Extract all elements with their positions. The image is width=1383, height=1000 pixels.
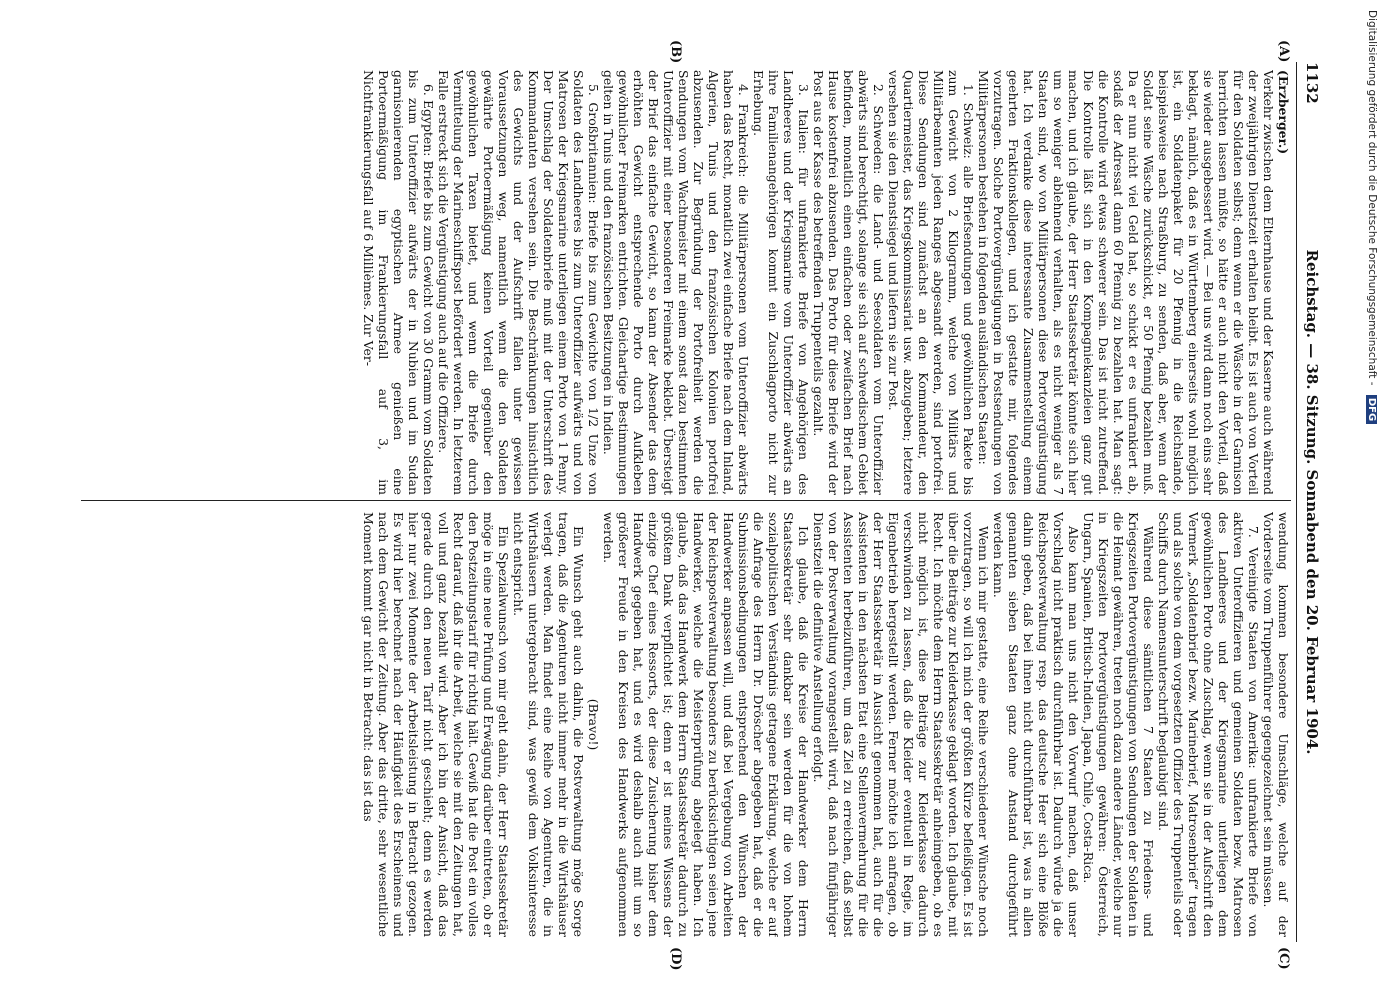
- margin-mark-a: (A): [1276, 40, 1291, 63]
- paragraph: 5. Großbritannien: Briefe bis zum Gewichte von 1/2 Unze von Soldaten des Landheeres bis zum Unteroffizier aufwärts und von Matrosen der Kriegsmarine unterliegen einem Porto von 1 Penny. Der Umschlag der Soldatenbriefe muß mit der Unterschrift des Kommandanten versehen sein. Die Beschränkungen hinsichtlich des Gewichts und der Aufschrift fallen unter gewissen Voraussetzungen weg, namentlich wenn die den Soldaten gewährte Portoermäßigung keinen Vorteil gegenüber den gewöhnlichen Taxen bietet, und wenn die Briefe durch Vermittelung der Marineschiffspost befördert werden. In letzterem Falle erstreckt sich die Vergünstigung auch auf die Offiziere.: [436, 70, 601, 495]
- text-column-left: [81, 70, 1291, 495]
- dfg-logo: DFG: [1366, 395, 1377, 424]
- paragraph: wendung kommen besondere Umschläge, welche auf der Vorderseite vom Truppenführer gegengezeichnet sein müssen.: [1261, 512, 1291, 937]
- paragraph: Verkehr zwischen dem Elternhause und der Kaserne auch während der zweijährigen Dienstzeit erhalten bleibt. Es ist auch von Vorteil für den Soldaten selbst; denn wenn er die Wäsche in der Garnison herrichten lassen müßte, so hätte er auch nicht den Vorteil, daß sie wieder ausgebessert wird. — Bei uns wird dann noch eins sehr beklagt, nämlich, daß es in Württemberg einerseits wohl möglich ist, ein Soldatenpaket für 20 Pfennig in die Reichslande, beispielsweise nach Straßburg, zu senden, daß aber, wenn der Soldat seine Wäsche zurückschickt, er 50 Pfennig bezahlen muß. Da er nun nicht viel Geld hat, so schickt er es unfrankiert ab, sodaß der Adressat dann 60 Pfennig zu bezahlen hat. Man sagt: die Kontrolle wird etwas schwerer sein. Das ist nicht zutreffend. Die Kontrolle läßt sich in den Kompagniekanzleien ganz gut machen, und ich glaube, der Herr Staatssekretär könnte sich hier um so weniger ablehnend verhalten, als es nicht weniger als 7 Staaten sind, wo von Militärpersonen diese Portovergünstigung hat. Ich verdanke diese interessante Zusammenstellung einem geehrten Fraktionskollegen, und ich gestatte mir, folgendes vorzutragen. Solche Portovergünstigungen in Postsendungen von Militärpersonen bestehen in folgenden ausländischen Staaten:: [976, 70, 1276, 495]
- interjection: (Bravo!): [586, 698, 601, 751]
- paragraph: Wenn ich mir gestatte, eine Reihe verschiedener Wünsche noch vorzutragen, so will ich mich der größten Kürze befleißigen. Es ist über die Beiträge zur Kleiderkasse geklagt worden. Ich glaube, mit Recht. Ich möchte dem Herrn Staatssekretär anheimgeben, ob es nicht möglich ist, diese Beiträge zur Kleiderkasse dadurch verschwinden zu lassen, daß die Kleider eventuell in Regie, im Eigenbetrieb hergestellt werden. Ferner möchte ich anfragen, ob der Herr Staatssekretär in Aussicht genommen hat, auch für die Assistenten in den nächsten Etat eine Stellenvermehrung für die Assistenten herbeizuführen, um das Ziel zu erreichen, daß selbst von der Postverwaltung vorangestellt wird, daß nach fünfjähriger Dienstzeit die definitive Anstellung erfolgt.: [811, 512, 991, 937]
- column-divider: [81, 500, 1291, 501]
- page-number: 1132: [1303, 62, 1321, 104]
- margin-mark-c: (C): [1276, 947, 1291, 970]
- page-title: Reichstag. — 38. Sitzung. Sonnabend den 20. Februar 1904.: [1303, 249, 1321, 755]
- running-head: [1299, 62, 1321, 942]
- margin-mark-d: (D): [668, 947, 683, 971]
- text-column-right: [81, 512, 1291, 937]
- paragraph: Also kann man uns nicht den Vorwurf machen, daß unser Vorschlag nicht praktisch durchführbar ist. Dadurch würde ja die Reichspostverwaltung resp. das deutsche Heer sich eine Blöße dahin geben, daß bei ihnen nicht durchführbar ist, was in allen genannten sieben Staaten ganz ohne Anstand durchgeführt werden kann.: [991, 512, 1081, 937]
- paragraph: Ich glaube, daß die Kreise der Handwerker dem Herrn Staatssekretär sehr dankbar sein werden für die von hohem sozialpolitischen Verständnis getragene Erklärung, welche er auf die Anfrage des Herrn Dr. Dröscher abgegeben hat, daß er die Submissionsbedingungen entsprechend den Wünschen der Handwerker anpassen will, und daß bei Vergebung von Arbeiten der Reichspostverwaltung besonders zu berücksichtigen seien jene Handwerker, welche die Meisterprüfung abgelegt haben. Ich glaube, daß das Handwerk dem Herrn Staatssekretär dadurch zu größtem Dank verpflichtet ist; denn er ist meines Wissens der einzige Chef eines Ressorts, der diese Zusicherung bisher dem Handwerk gegeben hat, und es wird deshalb auch mit um so größerer Freude in den Kreisen des Handwerks aufgenommen werden.: [601, 512, 811, 937]
- paragraph: 1. Schweiz: alle Briefsendungen und gewöhnlichen Pakete bis zum Gewicht von 2 Kilogramm, welche von Militärs und Militärbeamten jeden Ranges abgesandt werden, sind portofrei. Diese Sendungen sind zunächst an den Kommandeur, den Quartiermeister, das Kriegskommissariat usw. abzugeben; letztere versehen sie den Dienstsiegel und liefern sie zur Post.: [886, 70, 976, 495]
- paragraph: 7. Vereinigte Staaten von Amerika: unfrankierte Briefe von aktiven Unteroffizieren und gemeinen Soldaten bezw. Matrosen des Landheeres und der Kriegsmarine unterliegen dem gewöhnlichen Porto ohne Zuschlag, wenn sie in der Aufschrift den Vermerk „Soldatenbrief bezw. Marinebrief, Matrosenbrief“ tragen und als solche von dem vorgesetzten Offizier des Truppenteils oder Schiffs durch Namensunterschrift beglaubigt sind.: [1156, 512, 1261, 937]
- digitization-credit: [1358, 10, 1378, 990]
- paragraph: 2. Schweden: die Land- und Seesoldaten vom Unteroffizier abwärts sind berechtigt, solange sie sich auf schwedischem Gebiet befinden, monatlich einen einfachen oder zweifachen Brief nach Hause kostenfrei abzusenden. Das Porto für diese Briefe wird der Post aus der Kasse des betreffenden Truppenteils gezahlt.: [811, 70, 886, 495]
- paragraph: 4. Frankreich: die Militärpersonen vom Unteroffizier abwärts haben das Recht, monatlich zwei einfache Briefe nach dem Inland, Algerien, Tunis und den französischen Kolonien portofrei abzusenden. Zur Begründung der Portofreiheit werden die Sendungen vom Wachtmeister mit einem sonst dazu bestimmten Unteroffizier mit einer besonderen Freimarke beklebt. Übersteigt der Brief das einfache Gewicht, so kann der Absender das dem erhöhten Gewicht entsprechende Porto durch Aufkleben gewöhnlicher Freimarken entrichten. Gleichartige Bestimmungen gelten in Tunis und den französischen Besitzungen in Indien.: [601, 70, 751, 495]
- margin-mark-b: (B): [668, 40, 683, 64]
- paragraph: 6. Egypten: Briefe bis zum Gewicht von 30 Gramm vom Soldaten bis zum Unteroffizier aufwärts der in Nubien und im Sudan garnisonierenden egyptischen Armee genießen eine Portoermäßigung im Frankierungsfall auf 3, im Nichtfrankierungsfall auf 6 Millièmes. Zur Ver-: [361, 70, 436, 495]
- header-rule: [1296, 62, 1297, 942]
- digitization-note: Digitalisierung gefördert durch die Deutsche Forschungsgemeinschaft -: [1366, 10, 1378, 386]
- paragraph: Ein Wunsch geht auch dahin, die Postverwaltung möge Sorge tragen, daß die Agenturen nicht immer mehr in die Wirtshäuser verlegt werden. Man findet eine Reihe von Agenturen, die in Wirtshäusern untergebracht sind, was gewiß dem Volksinteresse nicht entspricht.: [511, 512, 586, 937]
- paragraph: 3. Italien: für unfrankierte Briefe von Angehörigen des Landheeres und der Kriegsmarine vom Unteroffizier abwärts an ihre Familienangehörigen kommt ein Zuschlagporto nicht zur Erhebung.: [751, 70, 811, 495]
- paragraph: Während diese sämtlichen 7 Staaten zu Friedens- und Kriegszeiten Portovergünstigungen von Sendungen der Soldaten in die Heimat gewähren, treten noch dazu andere Länder, welche nur in Kriegszeiten Portovergünstigungen gewähren: Österreich, Ungarn, Spanien, Britisch-Indien, Japan, Chile, Costa-Rica.: [1081, 512, 1156, 937]
- paragraph: Ein Spezialwunsch von mir geht dahin, der Herr Staatssekretär möge in eine neue Prüfung und Erwägung darüber eintreten, ob er den Postzeitungstarif für richtig hält. Gewiß hat die Post ein volles Recht darauf, daß ihr die Arbeit, welche sie mit den Zeitungen hat, voll und ganz bezahlt wird. Aber ich bin der Ansicht, daß das gerade durch den neuen Tarif nicht geschieht; denn es werden hier nur zwei Momente der Arbeitsleistung in Betracht gezogen. Es wird hier berechnet nach der Häufigkeit des Erscheinens und nach dem Gewicht der Zeitung. Aber das dritte, sehr wesentliche Moment kommt gar nicht in Betracht: das ist das: [361, 512, 511, 937]
- speaker-name: (Erzberger.): [1276, 70, 1291, 155]
